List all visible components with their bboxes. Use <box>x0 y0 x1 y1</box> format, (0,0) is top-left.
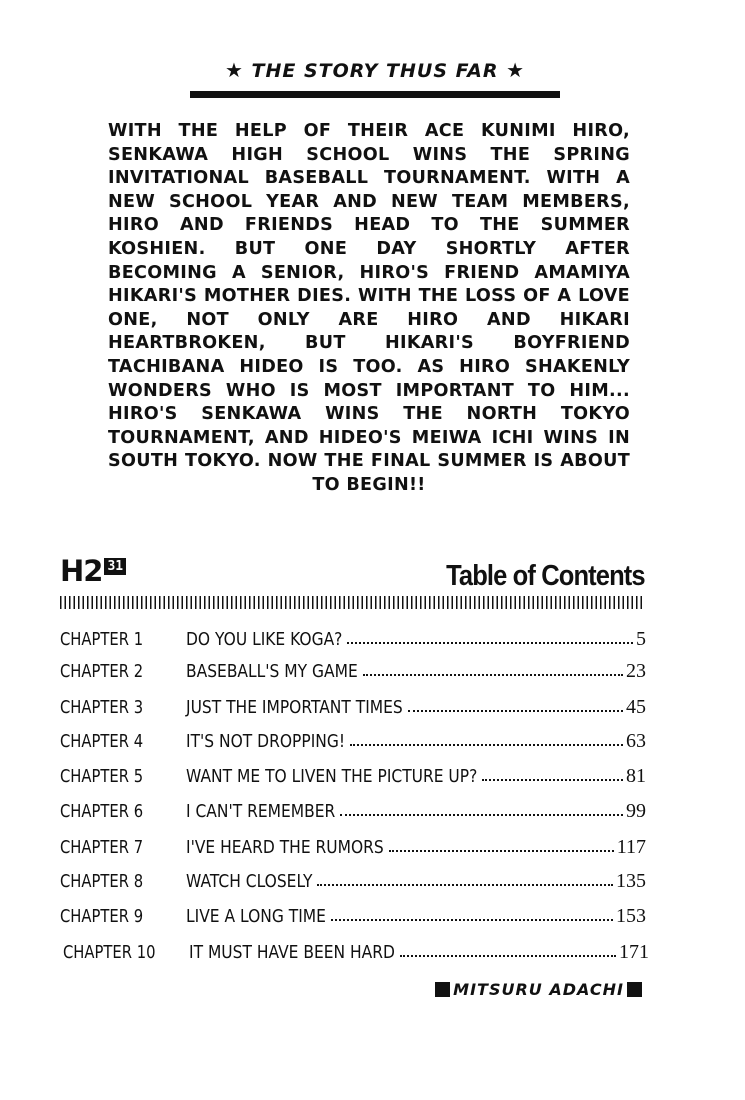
chapter-title: BASEBALL'S MY GAME <box>186 661 358 682</box>
story-header-title: THE STORY THUS FAR <box>251 60 499 82</box>
square-icon <box>627 982 642 997</box>
toc-entry[interactable] <box>60 660 646 690</box>
toc-entry[interactable] <box>60 870 646 900</box>
chapter-title: JUST THE IMPORTANT TIMES <box>186 697 403 718</box>
toc-divider <box>60 596 645 609</box>
star-icon: ★ <box>224 58 244 82</box>
chapter-title: WATCH CLOSELY <box>186 871 313 892</box>
chapter-label: CHAPTER 9 <box>60 906 144 927</box>
chapter-label: CHAPTER 1 <box>60 629 144 650</box>
chapter-page-number: 99 <box>626 800 646 822</box>
leader-dots <box>363 674 623 676</box>
series-logo <box>60 556 126 586</box>
leader-dots <box>350 744 623 746</box>
chapter-label: CHAPTER 7 <box>60 837 144 858</box>
leader-dots <box>400 955 616 957</box>
toc-entry[interactable] <box>60 765 646 795</box>
chapter-title: I CAN'T REMEMBER <box>186 801 336 822</box>
series-logo-text: H2 <box>60 554 103 588</box>
author-name: MITSURU ADACHI <box>453 980 624 999</box>
chapter-title: IT MUST HAVE BEEN HARD <box>189 942 395 963</box>
star-icon: ★ <box>506 58 526 82</box>
chapter-label: CHAPTER 8 <box>60 871 144 892</box>
chapter-label: CHAPTER 2 <box>60 661 144 682</box>
toc-entry[interactable] <box>60 905 646 935</box>
story-summary: WITH THE HELP OF THEIR ACE KUNIMI HIRO, SENKAWA HIGH SCHOOL WINS THE SPRING INVITATIONAL BASEBALL TOURNAMENT. WITH A NEW SCHOOL YEAR AND NEW TEAM MEMBERS, HIRO AND FRIENDS HEAD TO THE SUMMER KOSHIEN. BUT ONE DAY SHORTLY AFTER BECOMING A SENIOR, HIRO'S FRIEND AMAMIYA HIKARI'S MOTHER DIES. WITH THE LOSS OF A LOVE ONE, NOT ONLY ARE HIRO AND HIKARI HEARTBROKEN, BUT HIKARI'S BOYFRIEND TACHIBANA HIDEO IS TOO. AS HIRO SHAKENLY WONDERS WHO IS MOST IMPORTANT TO HIM... HIRO'S SENKAWA WINS THE NORTH TOKYO TOURNAMENT, AND HIDEO'S MEIWA ICHI WINS IN SOUTH TOKYO. NOW THE FINAL SUMMER IS ABOUT TO BEGIN!! <box>108 121 630 495</box>
toc-entry[interactable] <box>60 696 646 726</box>
volume-badge: 31 <box>104 558 126 575</box>
chapter-title: DO YOU LIKE KOGA? <box>186 629 343 650</box>
chapter-label: CHAPTER 6 <box>60 801 144 822</box>
toc-entry[interactable] <box>60 836 646 866</box>
chapter-title: I'VE HEARD THE RUMORS <box>186 837 384 858</box>
chapter-page-number: 153 <box>616 905 646 927</box>
chapter-page-number: 45 <box>626 696 646 718</box>
chapter-page-number: 63 <box>626 730 646 752</box>
toc-title: Table of Contents <box>446 560 645 592</box>
leader-dots <box>408 710 623 712</box>
chapter-title: LIVE A LONG TIME <box>186 906 326 927</box>
leader-dots <box>317 884 613 886</box>
leader-dots <box>482 779 623 781</box>
leader-dots <box>340 814 623 816</box>
chapter-page-number: 23 <box>626 660 646 682</box>
chapter-title: IT'S NOT DROPPING! <box>186 731 346 752</box>
leader-dots <box>347 642 633 644</box>
chapter-label: CHAPTER 4 <box>60 731 144 752</box>
chapter-page-number: 81 <box>626 765 646 787</box>
story-divider <box>190 91 560 98</box>
chapter-page-number: 5 <box>636 628 646 650</box>
chapter-label: CHAPTER 10 <box>63 942 156 963</box>
leader-dots <box>331 919 613 921</box>
author-credit <box>432 980 645 999</box>
chapter-page-number: 135 <box>616 870 646 892</box>
chapter-label: CHAPTER 3 <box>60 697 144 718</box>
story-header <box>190 58 560 82</box>
chapter-title: WANT ME TO LIVEN THE PICTURE UP? <box>186 766 478 787</box>
chapter-label: CHAPTER 5 <box>60 766 144 787</box>
leader-dots <box>389 850 614 852</box>
toc-entry[interactable] <box>63 941 649 971</box>
toc-entry[interactable] <box>60 628 646 658</box>
toc-entry[interactable] <box>60 730 646 760</box>
chapter-page-number: 117 <box>616 836 646 858</box>
chapter-page-number: 171 <box>619 941 649 963</box>
toc-entry[interactable] <box>60 800 646 830</box>
square-icon <box>435 982 450 997</box>
